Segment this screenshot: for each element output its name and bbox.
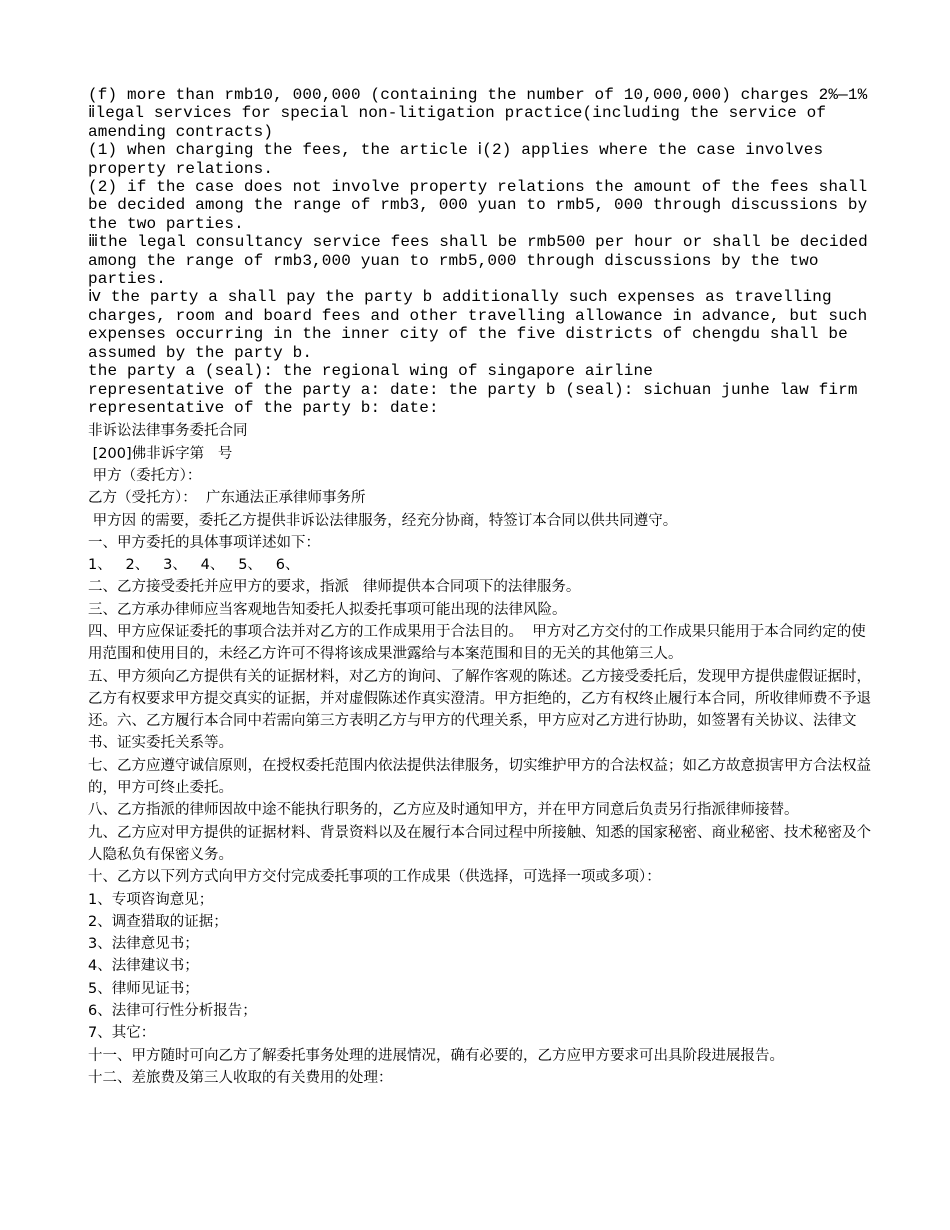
deliverable-item: 5、律师见证书； bbox=[88, 980, 199, 997]
deliverable-item: 3、法律意见书； bbox=[88, 936, 199, 953]
consultancy-fee-line: ⅲthe legal consultancy service fees shall be rmb500 per hour or shall be decided among the range of rmb3,000 yuan to rmb5,000 through discussions by the two parties. bbox=[88, 233, 878, 289]
fee-line-f: (f) more than rmb10, 000,000 (containing the number of 10,000,000) charges 2%—1% bbox=[88, 86, 868, 104]
clause-10: 十、乙方以下列方式向甲方交付完成委托事项的工作成果（供选择，可选择一项或多项）： bbox=[88, 869, 661, 886]
party-a-label: 甲方（委托方）： bbox=[88, 467, 202, 484]
non-litigation-services-line: ⅱlegal services for special non-litigation practice(including the service of amending contracts) bbox=[88, 104, 836, 141]
document-page bbox=[88, 86, 878, 1089]
travel-expenses-line: ⅳ the party a shall pay the party b additionally such expenses as travelling charges, room and board fees and other travelling allowance in advance, but such expenses occurring in the inner city of the five districts of chengdu shall be assumed by the party b. bbox=[88, 288, 878, 362]
contract-number: [200]佛非诉字第 号 bbox=[88, 445, 233, 462]
representatives-line: representative of the party a: date: the party b (seal): sichuan junhe law firm representative of the party b: date: bbox=[88, 380, 868, 417]
clause-1: 一、甲方委托的具体事项详述如下： bbox=[88, 534, 320, 551]
deliverable-item: 4、法律建议书； bbox=[88, 958, 199, 975]
fee-charging-rule-1: (1) when charging the fees, the article ⅰ(2) applies where the case involves property relations. bbox=[88, 141, 833, 178]
clause-5-6: 五、甲方须向乙方提供有关的证据材料，对乙方的询问、了解作客观的陈述。乙方接受委托后，发现甲方提供虚假证据时，乙方有权要求甲方提交真实的证据，并对虚假陈述作真实澄清。甲方拒绝的，乙方有权终止履行本合同，所收律师费不予退还。六、乙方履行本合同中若需向第三方表明乙方与甲方的代理关系，甲方应对乙方进行协助，如签署有关协议、法律文书、证实委托关系等。 bbox=[88, 668, 871, 752]
english-section bbox=[88, 86, 878, 417]
clause-1-items: 1、 2、 3、 4、 5、 6、 bbox=[88, 557, 300, 574]
contract-title: 非诉讼法律事务委托合同 bbox=[88, 423, 248, 440]
party-a-seal-line: the party a (seal): the regional wing of singapore airline bbox=[88, 362, 654, 381]
deliverable-item: 7、其它： bbox=[88, 1025, 156, 1042]
clause-3: 三、乙方承办律师应当客观地告知委托人拟委托事项可能出现的法律风险。 bbox=[88, 601, 567, 618]
deliverable-item: 6、法律可行性分析报告； bbox=[88, 1003, 257, 1020]
clause-9: 九、乙方应对甲方提供的证据材料、背景资料以及在履行本合同过程中所接触、知悉的国家秘密、商业秘密、技术秘密及个人隐私负有保密义务。 bbox=[88, 824, 871, 863]
preamble: 甲方因 的需要，委托乙方提供非诉讼法律服务，经充分协商，特签订本合同以供共同遵守。 bbox=[88, 512, 678, 529]
chinese-section bbox=[88, 420, 878, 1089]
deliverable-item: 1、专项咨询意见； bbox=[88, 891, 214, 908]
clause-7: 七、乙方应遵守诚信原则，在授权委托范围内依法提供法律服务，切实维护甲方的合法权益；如乙方故意损害甲方合法权益的，甲方可终止委托。 bbox=[88, 757, 871, 797]
fee-charging-rule-2: (2) if the case does not involve property relations the amount of the fees shall be decided among the range of rmb3, 000 yuan to rmb5, 000 through discussions by the two parties. bbox=[88, 178, 878, 233]
clause-11: 十一、甲方随时可向乙方了解委托事务处理的进展情况，确有必要的，乙方应甲方要求可出具阶段进展报告。 bbox=[88, 1047, 784, 1064]
deliverable-item: 2、调查猎取的证据； bbox=[88, 913, 228, 930]
clause-12: 十二、差旅费及第三人收取的有关费用的处理： bbox=[88, 1069, 393, 1086]
clause-2: 二、乙方接受委托并应甲方的要求，指派 律师提供本合同项下的法律服务。 bbox=[88, 579, 581, 596]
clause-4: 四、甲方应保证委托的事项合法并对乙方的工作成果用于合法目的。 甲方对乙方交付的工作成果只能用于本合同约定的使用范围和使用目的，未经乙方许可不得将该成果泄露给与本案范围和目的无关的其他第三人。 bbox=[88, 623, 866, 663]
clause-8: 八、乙方指派的律师因故中途不能执行职务的，乙方应及时通知甲方，并在甲方同意后负责另行指派律师接替。 bbox=[88, 802, 799, 819]
party-b-label: 乙方（受托方）： 广东通法正承律师事务所 bbox=[88, 490, 366, 507]
